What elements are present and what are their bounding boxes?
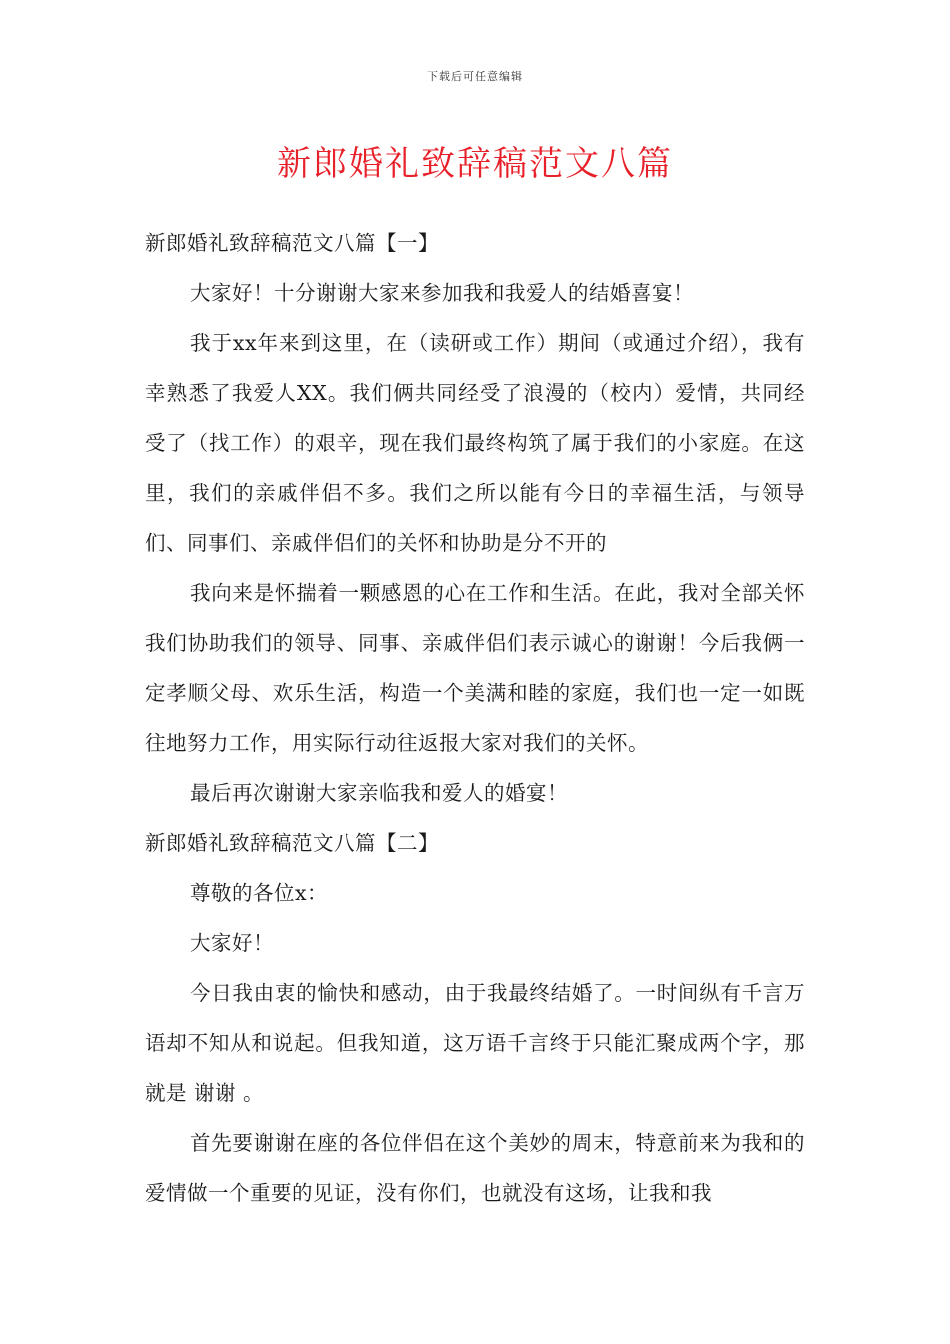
- document-body: [145, 218, 805, 1218]
- paragraph: 尊敬的各位x：: [190, 881, 329, 905]
- paragraph: 最后再次谢谢大家亲临我和爱人的婚宴！: [190, 781, 568, 805]
- section-heading-2: 新郎婚礼致辞稿范文八篇【二】: [145, 831, 439, 855]
- header-note: 下载后可任意编辑: [427, 70, 523, 83]
- paragraph: 大家好！: [190, 931, 274, 955]
- paragraph: 今日我由衷的愉快和感动，由于我最终结婚了。一时间纵有千言万语却不知从和说起。但我知道，这万语千言终于只能汇聚成两个字，那就是 谢谢 。: [145, 981, 805, 1105]
- paragraph: 大家好！十分谢谢大家来参加我和我爱人的结婚喜宴！: [190, 281, 694, 305]
- section-heading-1: 新郎婚礼致辞稿范文八篇【一】: [145, 231, 439, 255]
- paragraph: 我向来是怀揣着一颗感恩的心在工作和生活。在此，我对全部关怀我们协助我们的领导、同事、亲戚伴侣们表示诚心的谢谢！今后我俩一定孝顺父母、欢乐生活，构造一个美满和睦的家庭，我们也一定一如既往地努力工作，用实际行动往返报大家对我们的关怀。: [145, 581, 805, 755]
- paragraph: 我于xx年来到这里，在（读研或工作）期间（或通过介绍），我有幸熟悉了我爱人XX。我们俩共同经受了浪漫的（校内）爱情，共同经受了（找工作）的艰辛，现在我们最终构筑了属于我们的小家庭。在这里，我们的亲戚伴侣不多。我们之所以能有今日的幸福生活，与领导们、同事们、亲戚伴侣们的关怀和协助是分不开的: [145, 331, 805, 555]
- document-title: 新郎婚礼致辞稿范文八篇: [277, 144, 673, 184]
- paragraph: 首先要谢谢在座的各位伴侣在这个美妙的周末，特意前来为我和的爱情做一个重要的见证，没有你们，也就没有这场，让我和我: [145, 1131, 805, 1205]
